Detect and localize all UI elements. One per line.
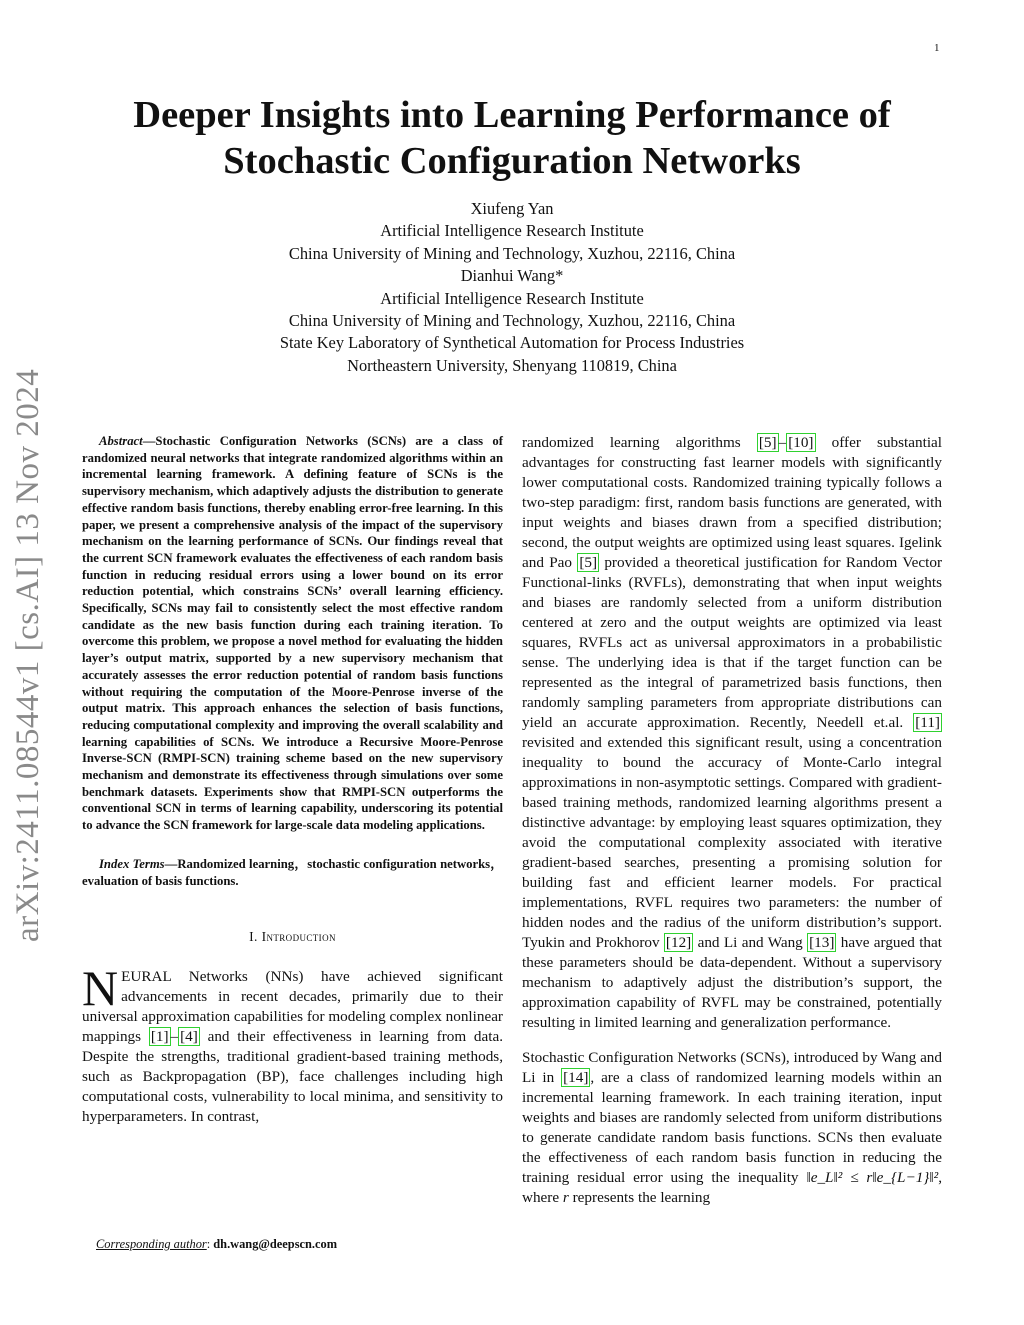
body-text: represents the learning	[568, 1189, 711, 1206]
index-terms-text: —Randomized learning，stochastic configuration networks，evaluation of basis functions.	[82, 856, 503, 888]
drop-cap: N	[82, 960, 119, 1017]
footnote-separator: :	[206, 1237, 214, 1251]
author-name: Xiufeng Yan	[470, 199, 554, 218]
body-text: provided a theoretical justification for Random Vector Functional-links (RVFLs), demonstrating that when input weights and biases are randomly selected from a uniform distribution centered at zero and the output weights are optimized via least squares, RVFLs act as universal approximators in a probabilistic sense. The underlying idea is that if the target function can be represented as the integral of parametrized basis functions, then randomly sampling parameters from appropriate distributions can yield an accurate approximation. Recently, Needell et.al.	[522, 554, 942, 731]
arxiv-identifier-stamp: arXiv:2411.08544v1 [cs.AI] 13 Nov 2024	[10, 368, 46, 942]
page-number: 1	[934, 42, 940, 54]
index-terms-label: Index Terms	[99, 856, 165, 871]
paper-title	[60, 92, 964, 184]
abstract	[82, 433, 503, 834]
corresponding-author-footnote	[96, 1237, 337, 1252]
math-variable: r	[562, 1189, 569, 1206]
body-text: have argued that these parameters should be data-dependent. Without a supervisory mechanism to adaptively adjust the distribution’s support, the approximation capability of RVFL may be constrained, potentially resulting in limited learning and generalization performance.	[522, 934, 942, 1031]
index-terms	[82, 856, 503, 889]
author-affiliation: Artificial Intelligence Research Institute	[380, 221, 644, 241]
body-text: , where	[522, 1169, 942, 1206]
citation-link[interactable]: [12]	[665, 934, 692, 951]
email-link[interactable]: dh.wang@deepscn.com	[213, 1237, 338, 1251]
author-affiliation: Northeastern University, Shenyang 110819, China	[347, 355, 677, 375]
body-text: –	[778, 434, 787, 451]
author-block	[110, 198, 914, 377]
citation-link[interactable]: [10]	[788, 434, 814, 451]
body-paragraph	[522, 433, 942, 1033]
intro-text: and their effectiveness in learning from data. Despite the strengths, traditional gradient-based training methods, such as Backpropagation (BP), face challenges including high computational costs, vulnerability to local minima, and sensitivity to hyperparameters. In contrast,	[82, 1028, 503, 1126]
inequality-formula: ‖e_L‖² ≤ r‖e_{L−1}‖²	[806, 1169, 939, 1186]
right-column	[522, 433, 942, 1208]
title-line: Stochastic Configuration Networks	[223, 140, 801, 182]
section-title: Introduction	[261, 929, 336, 945]
introduction-paragraph	[82, 960, 503, 1127]
author-affiliation: China University of Mining and Technology, Xuzhou, 22116, China	[288, 311, 736, 331]
body-text: , are a class of randomized learning models within an incremental learning framework. In each training iteration, input weights and biases are randomly selected from uniform distributions to generate candidate random basis functions. SCNs then evaluate the effectiveness of each random basis function in reducing the training residual error using the inequality	[522, 1069, 942, 1186]
citation-link[interactable]: [14]	[563, 1069, 589, 1086]
body-text: revisited and extended this significant result, using a concentration inequality to bound the accuracy of Monte-Carlo integral approximations in non-asymptotic settings. Compared with gradient-based training methods, randomized learning algorithms present a distinctive advantage: by employing least squares optimization, they avoid the computational complexity associated with iterative gradient-based searches, presenting a promising solution for building fast and efficient learner models. For practical implementations, RVFL requires two parameters: the number of hidden nodes and the radius of the uniform distribution’s support. Tyukin and Prokhorov	[522, 734, 942, 951]
body-text: Stochastic Configuration Networks (SCNs), introduced by Wang and Li in	[522, 1049, 942, 1086]
intro-text: EURAL Networks (NNs) have achieved significant advancements in recent decades, primarily due to their universal approximation capabilities for modeling complex nonlinear mappings	[82, 968, 503, 1046]
author-affiliation: China University of Mining and Technology, Xuzhou, 22116, China	[288, 243, 736, 263]
body-text: randomized learning algorithms	[522, 434, 757, 451]
author-affiliation: State Key Laboratory of Synthetical Automation for Process Industries	[279, 333, 745, 353]
body-text: offer substantial advantages for constructing fast learner models with significantly lower computational costs. Randomized training typically follows a two-step paradigm: first, random basis functions are generated, with input weights and biases drawn from a specified distribution; second, the output weights are optimized using least squares. Igelink and Pao	[522, 434, 942, 571]
abstract-text: —Stochastic Configuration Networks (SCNs) are a class of randomized neural networks that integrate randomized algorithms within an incremental learning framework. A defining feature of SCNs is the supervisory mechanism, which adaptively adjusts the distribution to generate effective random basis functions, thereby enabling error-free learning. In this paper, we present a comprehensive analysis of the impact of the supervisory mechanism on the learning performance of SCNs. Our findings reveal that the current SCN framework evaluates the effectiveness of each random basis function in reducing residual errors using a lower bound on its error reduction potential, which constrains SCNs’ overall learning efficiency. Specifically, SCNs may fail to consistently select the most effective random candidate as the new basis function during each training iteration. To overcome this problem, we propose a novel method for evaluating the hidden layer’s output matrix, supported by a new supervisory mechanism that accurately assesses the error reduction potential of random basis functions without requiring the computation of the Moore-Penrose inverse of the output matrix. This approach enhances the selection of basis functions, reducing computational complexity and improving the overall scalability and learning capabilities of SCNs. We introduce a Recursive Moore-Penrose Inverse-SCN (RMPI-SCN) training scheme based on the new supervisory mechanism and demonstrate its effectiveness through simulations over some benchmark datasets. Experiments show that RMPI-SCN outperforms the conventional SCN in terms of learning capability, underscoring its potential to advance the SCN framework for large-scale data modeling applications.	[82, 434, 503, 833]
citation-link[interactable]: [1]	[150, 1028, 169, 1046]
left-column	[82, 433, 503, 1127]
footnote-label: Corresponding author	[96, 1237, 207, 1251]
body-text: and Li and Wang	[693, 934, 808, 951]
author-name: Dianhui Wang*	[460, 266, 564, 286]
author-affiliation: Artificial Intelligence Research Institute	[380, 288, 644, 308]
citation-link[interactable]: [13]	[809, 934, 835, 951]
citation-link[interactable]: [5]	[579, 554, 598, 571]
citation-link[interactable]: [11]	[915, 714, 940, 731]
abstract-label: Abstract	[99, 434, 143, 448]
section-number: I.	[249, 929, 258, 945]
body-paragraph	[522, 1048, 942, 1208]
section-heading	[82, 929, 503, 945]
citation-link[interactable]: [4]	[180, 1028, 198, 1046]
title-line: Deeper Insights into Learning Performance of	[133, 94, 891, 136]
intro-text: –	[170, 1028, 179, 1046]
citation-link[interactable]: [5]	[758, 434, 777, 451]
